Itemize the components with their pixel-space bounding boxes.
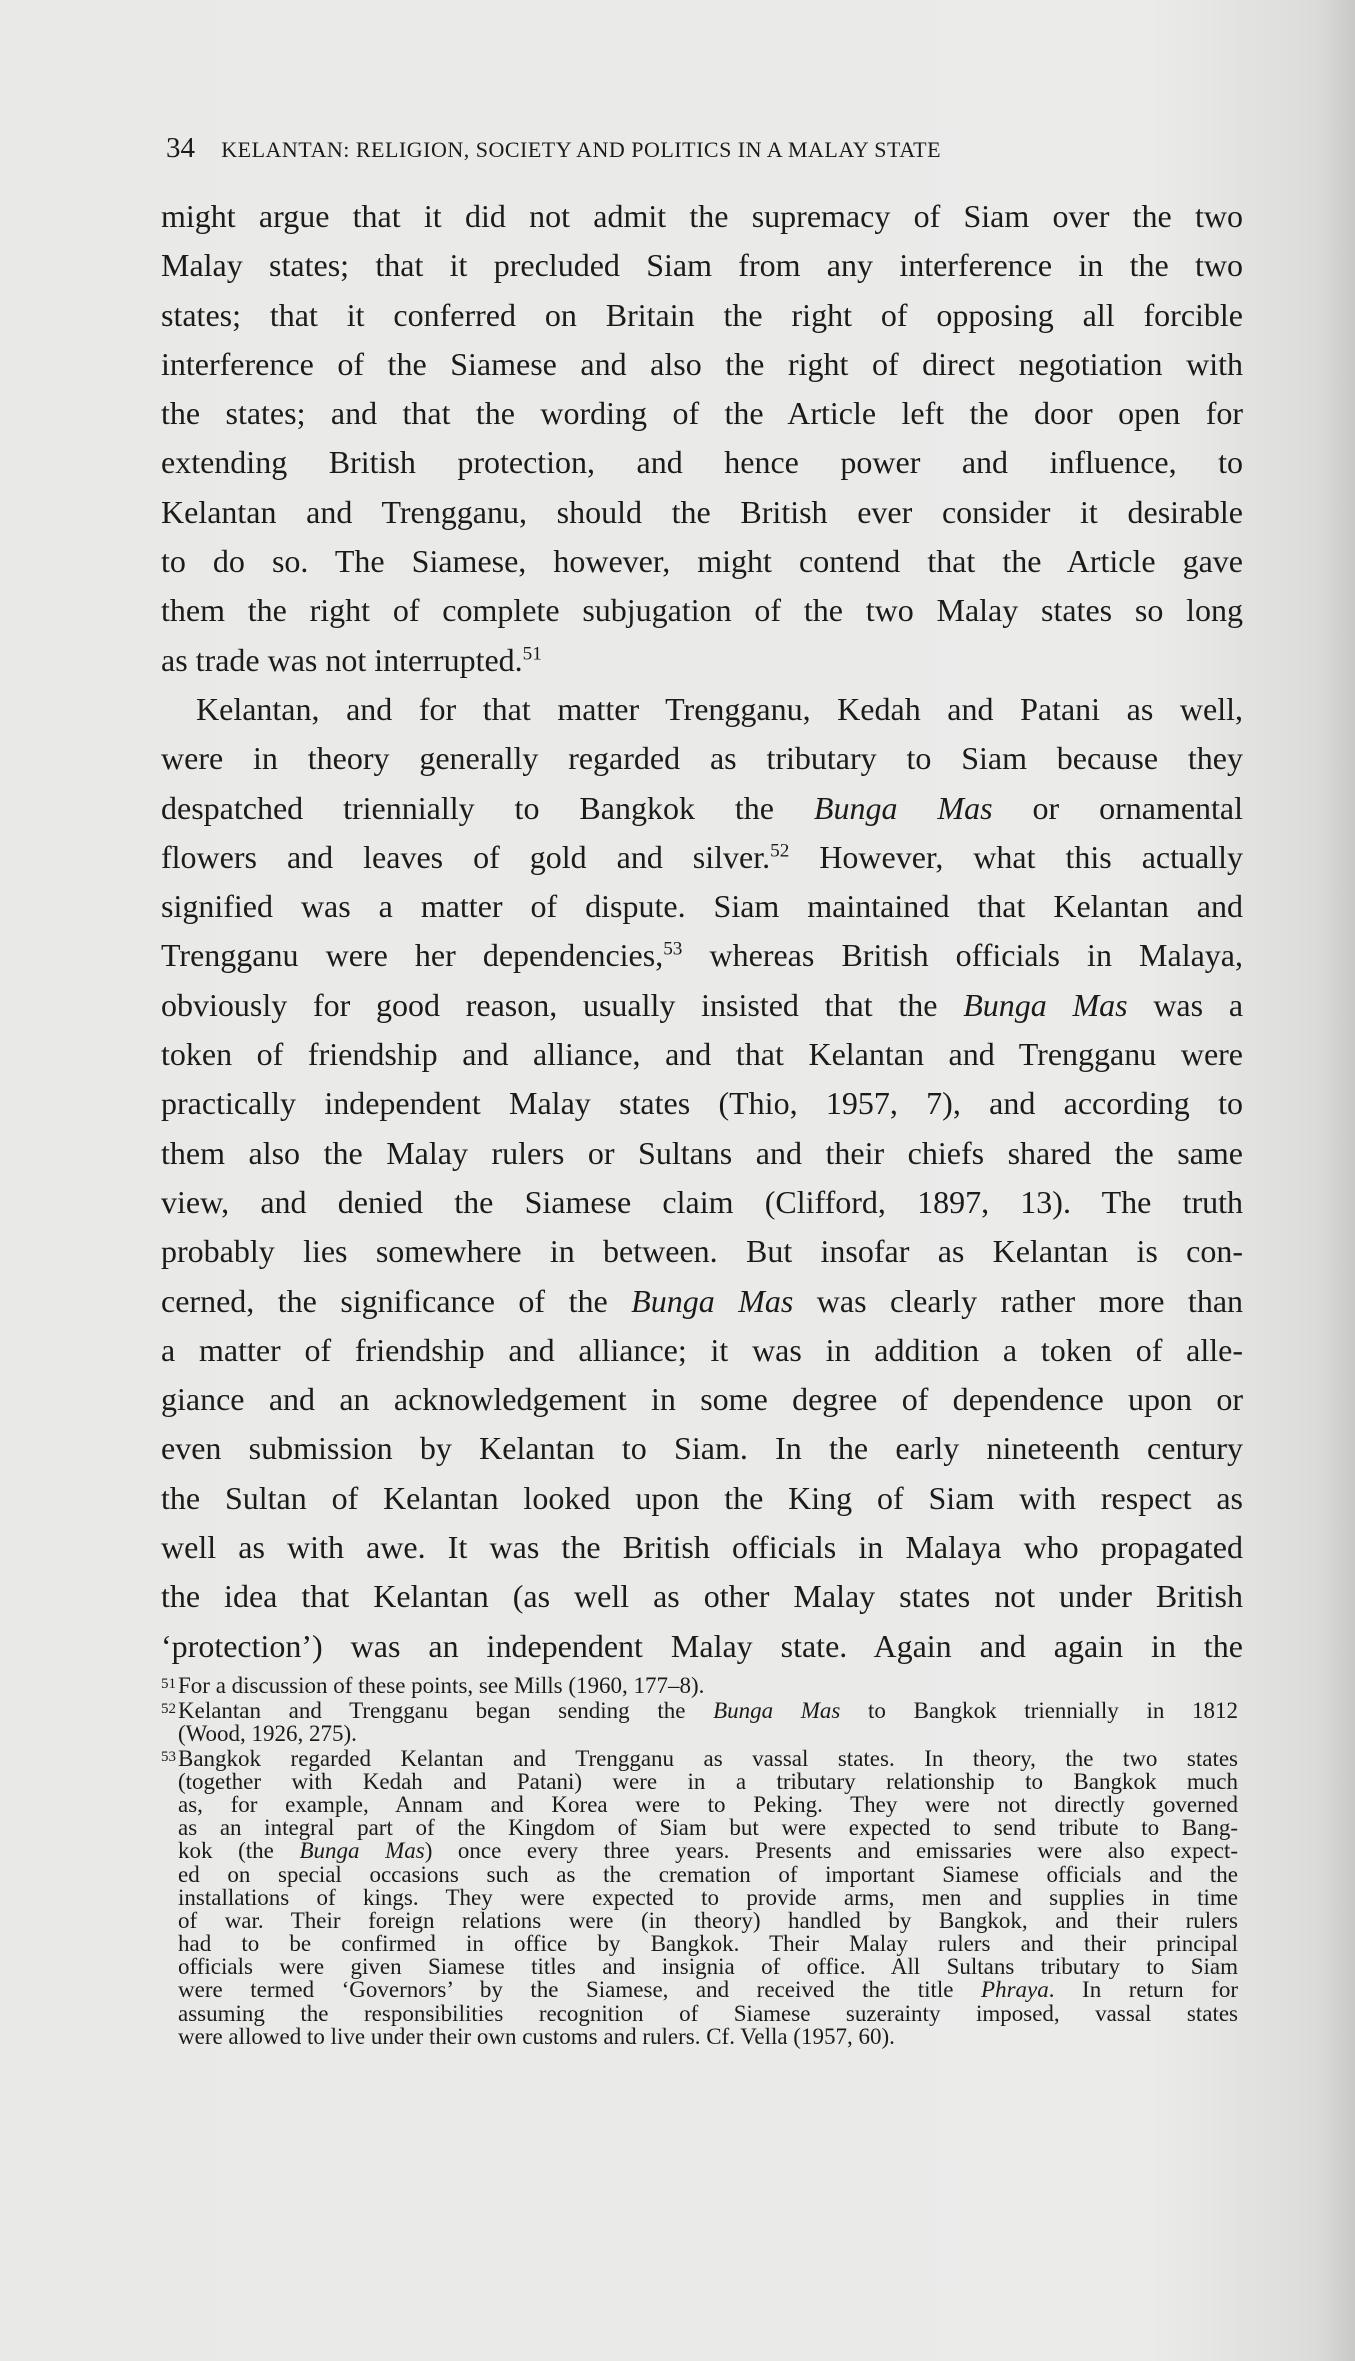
body-line (161, 1227, 1243, 1276)
text-run: states; that it conferred on Britain the right of opposing all forcible (161, 296, 1243, 333)
text-run: Trengganu were her dependencies, (161, 937, 664, 974)
text-run: was a (1127, 986, 1244, 1023)
body-line (161, 981, 1243, 1030)
body-line (161, 537, 1243, 586)
body-line (161, 833, 1243, 882)
text-run: Malay states; that it precluded Siam from any interference in the two (161, 247, 1243, 284)
text-run: ed on special occasions such as the cremation of important Siamese officials and the (178, 1861, 1238, 1887)
footnote-line (178, 1816, 1238, 1839)
footnote-number: 53 (161, 1748, 176, 1765)
page-number: 34 (166, 132, 195, 164)
text-run: For a discussion of these points, see Mills (1960, 177–8). (178, 1673, 705, 1698)
body-line (161, 685, 1243, 734)
text-run: were in theory generally regarded as tributary to Siam because they (161, 740, 1243, 777)
body-line (161, 931, 1243, 980)
text-run: . In return for (1048, 1977, 1238, 2003)
text-run: interference of the Siamese and also the right of direct negotiation with (161, 345, 1243, 382)
body-line (161, 488, 1243, 537)
body-line (161, 882, 1243, 931)
text-run: the idea that Kelantan (as well as other Malay states not under British (161, 1578, 1243, 1615)
text-run: token of friendship and alliance, and that Kelantan and Trengganu were (161, 1036, 1243, 1073)
text-run: were termed ‘Governors’ by the Siamese, and received the title (178, 1977, 982, 2003)
text-run: was clearly rather more than (793, 1282, 1244, 1319)
text-run: kok (the (178, 1838, 300, 1864)
text-run: ) once every three years. Presents and emissaries were also expect- (424, 1838, 1238, 1864)
body-line (161, 1572, 1243, 1621)
italic-term: Bunga Mas (631, 1282, 794, 1319)
italic-term: Bunga Mas (299, 1838, 425, 1864)
text-run: to do so. The Siamese, however, might contend that the Article gave (161, 543, 1243, 580)
footnote-line (178, 1793, 1238, 1816)
footnote-number: 52 (161, 1700, 176, 1717)
footnote (161, 1674, 1238, 1697)
body-line (161, 784, 1243, 833)
text-run: Kelantan, and for that matter Trengganu, Kedah and Patani as well, (196, 690, 1243, 727)
text-run: (together with Kedah and Patani) were in a tributary relationship to Bangkok much (178, 1768, 1238, 1794)
footnote (161, 1699, 1238, 1745)
body-line (161, 1277, 1243, 1326)
body-line (161, 1030, 1243, 1079)
text-run: them also the Malay rulers or Sultans and their chiefs shared the same (161, 1134, 1243, 1171)
body-line (161, 389, 1243, 438)
body-line (161, 1622, 1243, 1671)
text-run: or ornamental (992, 789, 1244, 826)
footnotes (161, 1674, 1238, 2050)
body-line (161, 340, 1243, 389)
italic-term: Bunga Mas (813, 789, 993, 826)
footnote-line (178, 1770, 1238, 1793)
body-line (161, 1375, 1243, 1424)
text-run: extending British protection, and hence power and influence, to (161, 444, 1243, 481)
text-run: cerned, the significance of the (161, 1282, 632, 1319)
footnote-ref: 52 (770, 840, 790, 862)
footnote-line (178, 1932, 1238, 1955)
footnote-line (178, 1699, 1238, 1722)
body-line (161, 1079, 1243, 1128)
footnote-line (178, 1863, 1238, 1886)
italic-term: Phraya (981, 1977, 1049, 2003)
text-run: well as with awe. It was the British officials in Malaya who propagated (161, 1529, 1243, 1566)
body-line (161, 1326, 1243, 1375)
text-run: Kelantan and Trengganu began sending the (178, 1697, 714, 1723)
footnote-line (178, 1978, 1238, 2001)
body-line (161, 291, 1243, 340)
text-run: giance and an acknowledgement in some degree of dependence upon or (161, 1381, 1243, 1418)
text-run: installations of kings. They were expected to provide arms, men and supplies in time (178, 1884, 1238, 1910)
footnote-ref: 51 (522, 643, 542, 665)
footnote-line (178, 1955, 1238, 1978)
text-run: signified was a matter of dispute. Siam maintained that Kelantan and (161, 888, 1243, 925)
text-run: were allowed to live under their own customs and rulers. Cf. Vella (1957, 60). (178, 2023, 895, 2049)
text-run: as, for example, Annam and Korea were to Peking. They were not directly governed (178, 1791, 1238, 1817)
footnote-line (178, 1909, 1238, 1932)
text-run: view, and denied the Siamese claim (Clifford, 1897, 13). The truth (161, 1183, 1243, 1220)
running-title: KELANTAN: RELIGION, SOCIETY AND POLITICS IN A MALAY STATE (221, 137, 942, 162)
text-run: obviously for good reason, usually insisted that the (161, 986, 964, 1023)
footnote-ref: 53 (663, 938, 683, 960)
text-run: them the right of complete subjugation of the two Malay states so long (161, 592, 1243, 629)
text-run: practically independent Malay states (Thio, 1957, 7), and according to (161, 1085, 1243, 1122)
text-run: assuming the responsibilities recognition of Siamese suzerainty imposed, vassal states (178, 2000, 1238, 2026)
body-text (161, 192, 1243, 1671)
footnote-line (178, 1674, 1238, 1697)
body-line (161, 1474, 1243, 1523)
text-run: had to be confirmed in office by Bangkok. Their Malay rulers and their principal (178, 1931, 1238, 1957)
text-run: as an integral part of the Kingdom of Siam but were expected to send tribute to Bang- (178, 1815, 1238, 1841)
text-run: officials were given Siamese titles and insignia of office. All Sultans tributary to Siam (178, 1954, 1238, 1980)
body-line (161, 438, 1243, 487)
footnote (161, 1747, 1238, 2048)
text-run: despatched triennially to Bangkok the (161, 789, 814, 826)
footnote-line (178, 2025, 1238, 2048)
text-run: as trade was not interrupted. (161, 641, 523, 678)
body-line (161, 586, 1243, 635)
body-line (161, 1424, 1243, 1473)
text-run: the states; and that the wording of the Article left the door open for (161, 395, 1243, 432)
body-line (161, 734, 1243, 783)
italic-term: Bunga Mas (963, 986, 1128, 1023)
text-run: whereas British officials in Malaya, (682, 937, 1243, 974)
text-run: Kelantan and Trengganu, should the British ever consider it desirable (161, 493, 1243, 530)
text-run: of war. Their foreign relations were (in theory) handled by Bangkok, and their rulers (178, 1907, 1238, 1933)
text-run: However, what this actually (789, 838, 1244, 875)
footnote-number: 51 (161, 1676, 176, 1692)
body-line (161, 241, 1243, 290)
footnote-line (178, 1839, 1238, 1862)
text-run: ‘protection’) was an independent Malay state. Again and again in the (161, 1627, 1243, 1664)
text-run: Bangkok regarded Kelantan and Trengganu as vassal states. In theory, the two states (178, 1745, 1238, 1771)
body-line (161, 1178, 1243, 1227)
footnote-line (178, 1747, 1238, 1770)
footnote-line (178, 2002, 1238, 2025)
footnote-line (178, 1722, 1238, 1745)
body-line (161, 1129, 1243, 1178)
running-header (166, 132, 1246, 165)
text-run: the Sultan of Kelantan looked upon the King of Siam with respect as (161, 1479, 1243, 1516)
text-run: (Wood, 1926, 275). (178, 1720, 357, 1746)
text-run: to Bangkok triennially in 1812 (840, 1697, 1238, 1723)
footnote-line (178, 1886, 1238, 1909)
text-run: probably lies somewhere in between. But insofar as Kelantan is con- (161, 1233, 1243, 1270)
text-run: flowers and leaves of gold and silver. (161, 838, 771, 875)
text-run: might argue that it did not admit the supremacy of Siam over the two (161, 198, 1243, 234)
body-line (161, 192, 1243, 241)
text-run: even submission by Kelantan to Siam. In the early nineteenth century (161, 1430, 1243, 1467)
body-line (161, 1523, 1243, 1572)
text-run: a matter of friendship and alliance; it was in addition a token of alle- (161, 1331, 1243, 1368)
body-line (161, 636, 1243, 685)
italic-term: Bunga Mas (713, 1697, 841, 1723)
